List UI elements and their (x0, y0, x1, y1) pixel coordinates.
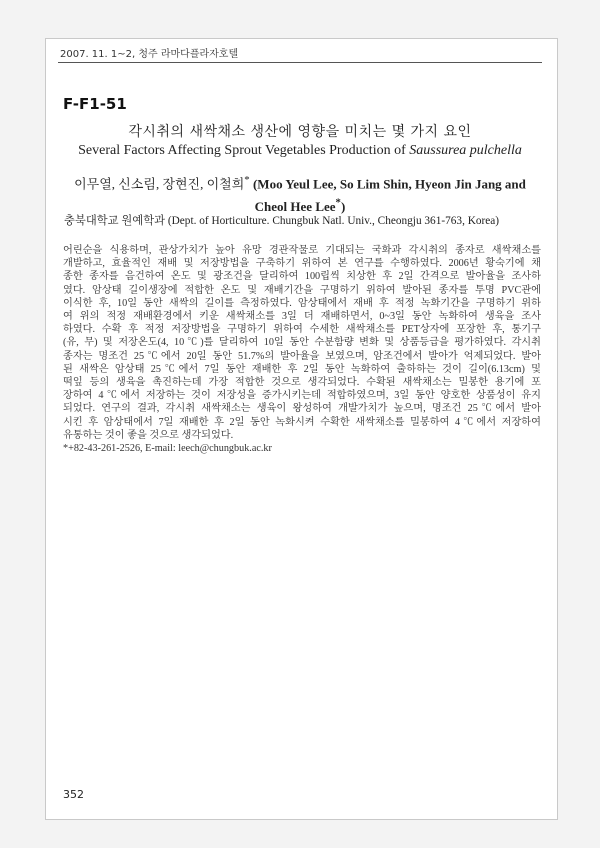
abstract-body (63, 244, 541, 455)
title-english-text: Several Factors Affecting Sprout Vegetables Production of (78, 143, 410, 158)
abstract-line: 하였다. 수확 후 적정 저장방법을 구명하기 위하여 수세한 새싹채소를 PET상자에 포장한 후, 통기구 (63, 324, 541, 336)
abstract-line: 떡잎 등의 생육을 촉진하는데 가장 적합한 것으로 생각되었다. 수확된 새싹채소는 밀봉한 용기에 포 (63, 377, 541, 389)
authors-close-paren: ) (340, 198, 346, 214)
title-korean: 각시취의 새싹채소 생산에 영향을 미치는 몇 가지 요인 (128, 124, 472, 140)
affiliation: 충북대학교 원예학과 (Dept. of Horticulture. Chungbuk Natl. Univ., Cheongju 361-763, Korea) (64, 215, 500, 227)
abstract-line: 개발하고, 효율적인 재배 및 저장방법을 구축하기 위하여 본 연구를 수행하였다. 2006년 황숙기에 채 (63, 258, 541, 270)
corresponding-mark-en: * (335, 196, 341, 209)
page-number: 352 (63, 788, 84, 801)
abstract-line: 되었다. 연구의 결과, 각시취 새싹채소는 생육이 왕성하여 개발가치가 높으며, 명조건 25℃에서 발아 (63, 403, 541, 415)
abstract-line: (유, 무) 및 저장온도(4, 10℃)를 달리하여 10일 동안 수분함량 변화 및 상품등급을 평가하였다. 각시취 (63, 337, 541, 349)
species-name: Saussurea pulchella (409, 143, 522, 158)
header-rule (58, 62, 542, 63)
authors-korean: 이무열, 신소림, 장현진, 이철희 (74, 176, 245, 192)
abstract-line: 유통하는 것이 좋을 것으로 생각되었다. (63, 429, 234, 441)
authors-english-line2: Cheol Hee Lee (254, 198, 336, 214)
title-english (0, 143, 600, 159)
abstract-line: 된 새싹은 암상태 25℃에서 7일 동안 재배한 후 2일 동안 녹화하여 출하하는 것이 길이(6.13cm) 및 (63, 363, 541, 375)
abstract-line: 였다. 암상태 길이생장에 적합한 온도 및 재배기간을 구명하기 위하여 발아된 종자를 투명 PVC관에 (63, 284, 541, 296)
running-head: 2007. 11. 1~2, 청주 라마다플라자호텔 (60, 49, 239, 60)
abstract-line: 종한 종자를 음건하여 온도 및 광조건을 달리하여 100립씩 치상한 후 2일 간격으로 발아율을 조사하 (63, 271, 541, 283)
authors-english-line1: (Moo Yeul Lee, So Lim Shin, Hyeon Jin Jang and (252, 176, 526, 192)
authors (70, 171, 530, 216)
contact-info: *+82-43-261-2526, E-mail: leech@chungbuk.ac.kr (63, 443, 272, 455)
abstract-line: 시킨 후 암상태에서 7일 재배한 후 2일 동안 녹화시켜 수확한 새싹채소를 밀봉하여 4℃에서 저장하여 (63, 416, 541, 428)
abstract-line: 종자는 명조건 25℃에서 20일 동안 51.7%의 발아율을 보였으며, 암조건에서 발아가 억제되었다. 발아 (63, 350, 541, 362)
abstract-line: 여 위의 적정 재배환경에서 키운 새싹채소를 3일 더 재배하면서, 0~3일 동안 녹화하여 생육을 조사 (63, 311, 541, 323)
abstract-line: 어린순을 식용하며, 관상가치가 높아 유망 경관작물로 기대되는 국화과 각시취의 종자로 새싹채소를 (63, 245, 541, 256)
corresponding-mark: * (244, 174, 250, 186)
paper-code: F-F1-51 (63, 95, 127, 113)
abstract-line: 장하여 4℃에서 저장하는 것이 저장성을 증가시키는데 적합하였으며, 3일 동안 양호한 상품성이 유지 (63, 390, 541, 402)
abstract-line: 이식한 후, 10일 동안 새싹의 길이를 측정하였다. 암상태에서 재배 후 적정 녹화기간을 구명하기 위하 (63, 297, 541, 309)
